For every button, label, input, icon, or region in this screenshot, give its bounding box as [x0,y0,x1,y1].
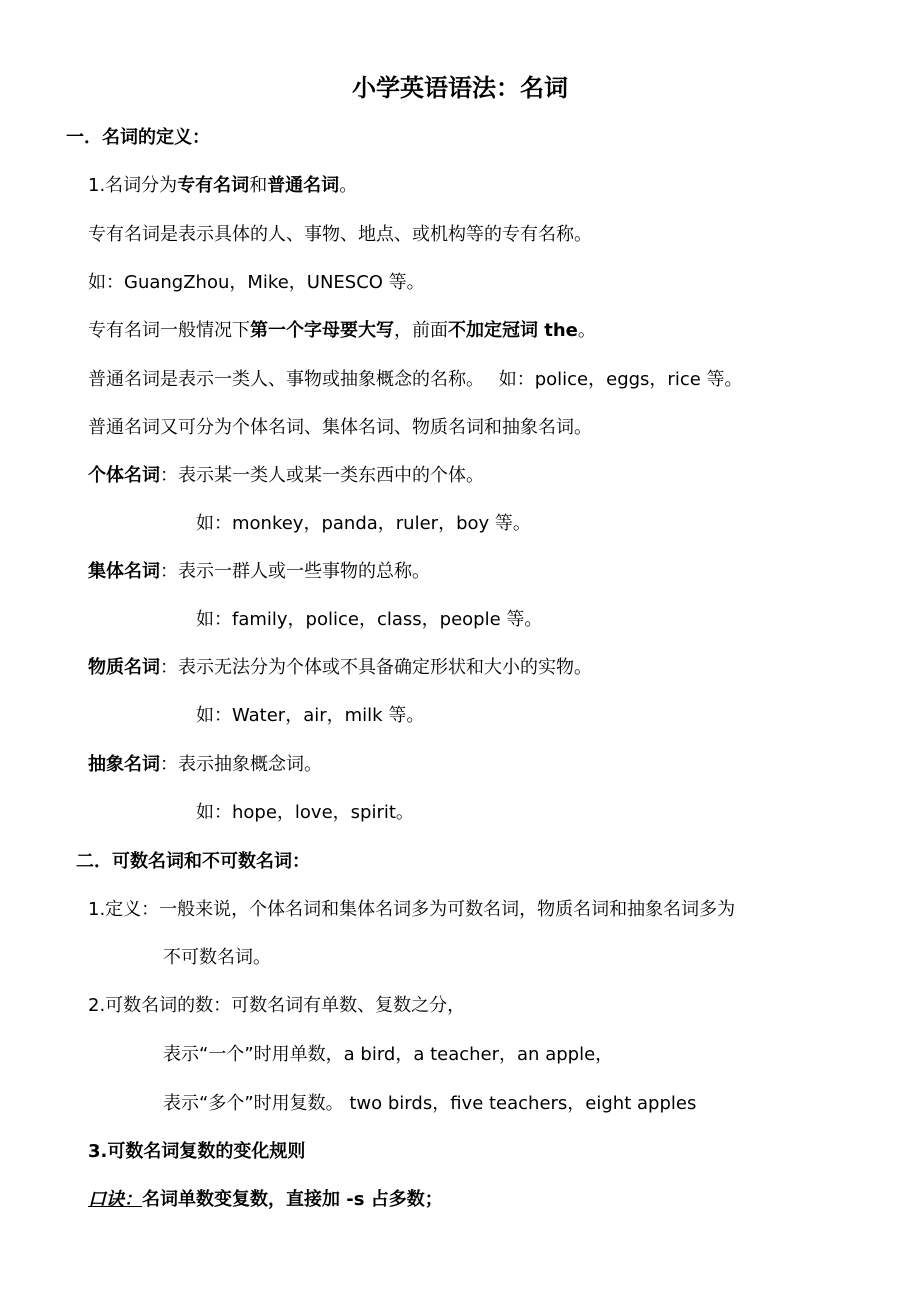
example: 如：Water，air，milk 等。 [196,705,425,726]
paragraph: 如：GuangZhou，Mike，UNESCO 等。 [88,272,425,293]
subheading: 3.可数名词复数的变化规则 [88,1141,306,1162]
paragraph: 1.定义：一般来说，个体名词和集体名词多为可数名词，物质名词和抽象名词多为 [88,899,736,920]
mnemonic: 口诀：名词单数变复数，直接加 -s 占多数； [88,1189,443,1210]
paragraph: 表示“多个”时用复数。 two birds，five teachers，eight apples [163,1093,697,1114]
page-title: 小学英语语法：名词 [352,74,568,102]
paragraph: 1.名词分为专有名词和普通名词。 [88,175,358,196]
example: 如：hope，love，spirit。 [196,802,414,823]
paragraph: 普通名词是表示一类人、事物或抽象概念的名称。 如：police，eggs，rice 等。 [88,369,743,390]
noun-type: 物质名词：表示无法分为个体或不具备确定形状和大小的实物。 [88,657,592,678]
section-heading: 一．名词的定义： [66,127,210,148]
paragraph: 专有名词一般情况下第一个字母要大写，前面不加定冠词 the。 [88,320,596,341]
paragraph: 普通名词又可分为个体名词、集体名词、物质名词和抽象名词。 [88,417,592,438]
example: 如：monkey，panda，ruler，boy 等。 [196,513,531,534]
noun-type: 个体名词：表示某一类人或某一类东西中的个体。 [88,465,484,486]
paragraph: 不可数名词。 [163,947,271,968]
noun-type: 抽象名词：表示抽象概念词。 [88,754,322,775]
example: 如：family，police，class，people 等。 [196,609,543,630]
noun-type: 集体名词：表示一群人或一些事物的总称。 [88,561,430,582]
section-heading: 二．可数名词和不可数名词： [76,851,310,872]
paragraph: 2.可数名词的数：可数名词有单数、复数之分， [88,995,466,1016]
paragraph: 表示“一个”时用单数，a bird，a teacher，an apple， [163,1044,614,1065]
paragraph: 专有名词是表示具体的人、事物、地点、或机构等的专有名称。 [88,224,592,245]
